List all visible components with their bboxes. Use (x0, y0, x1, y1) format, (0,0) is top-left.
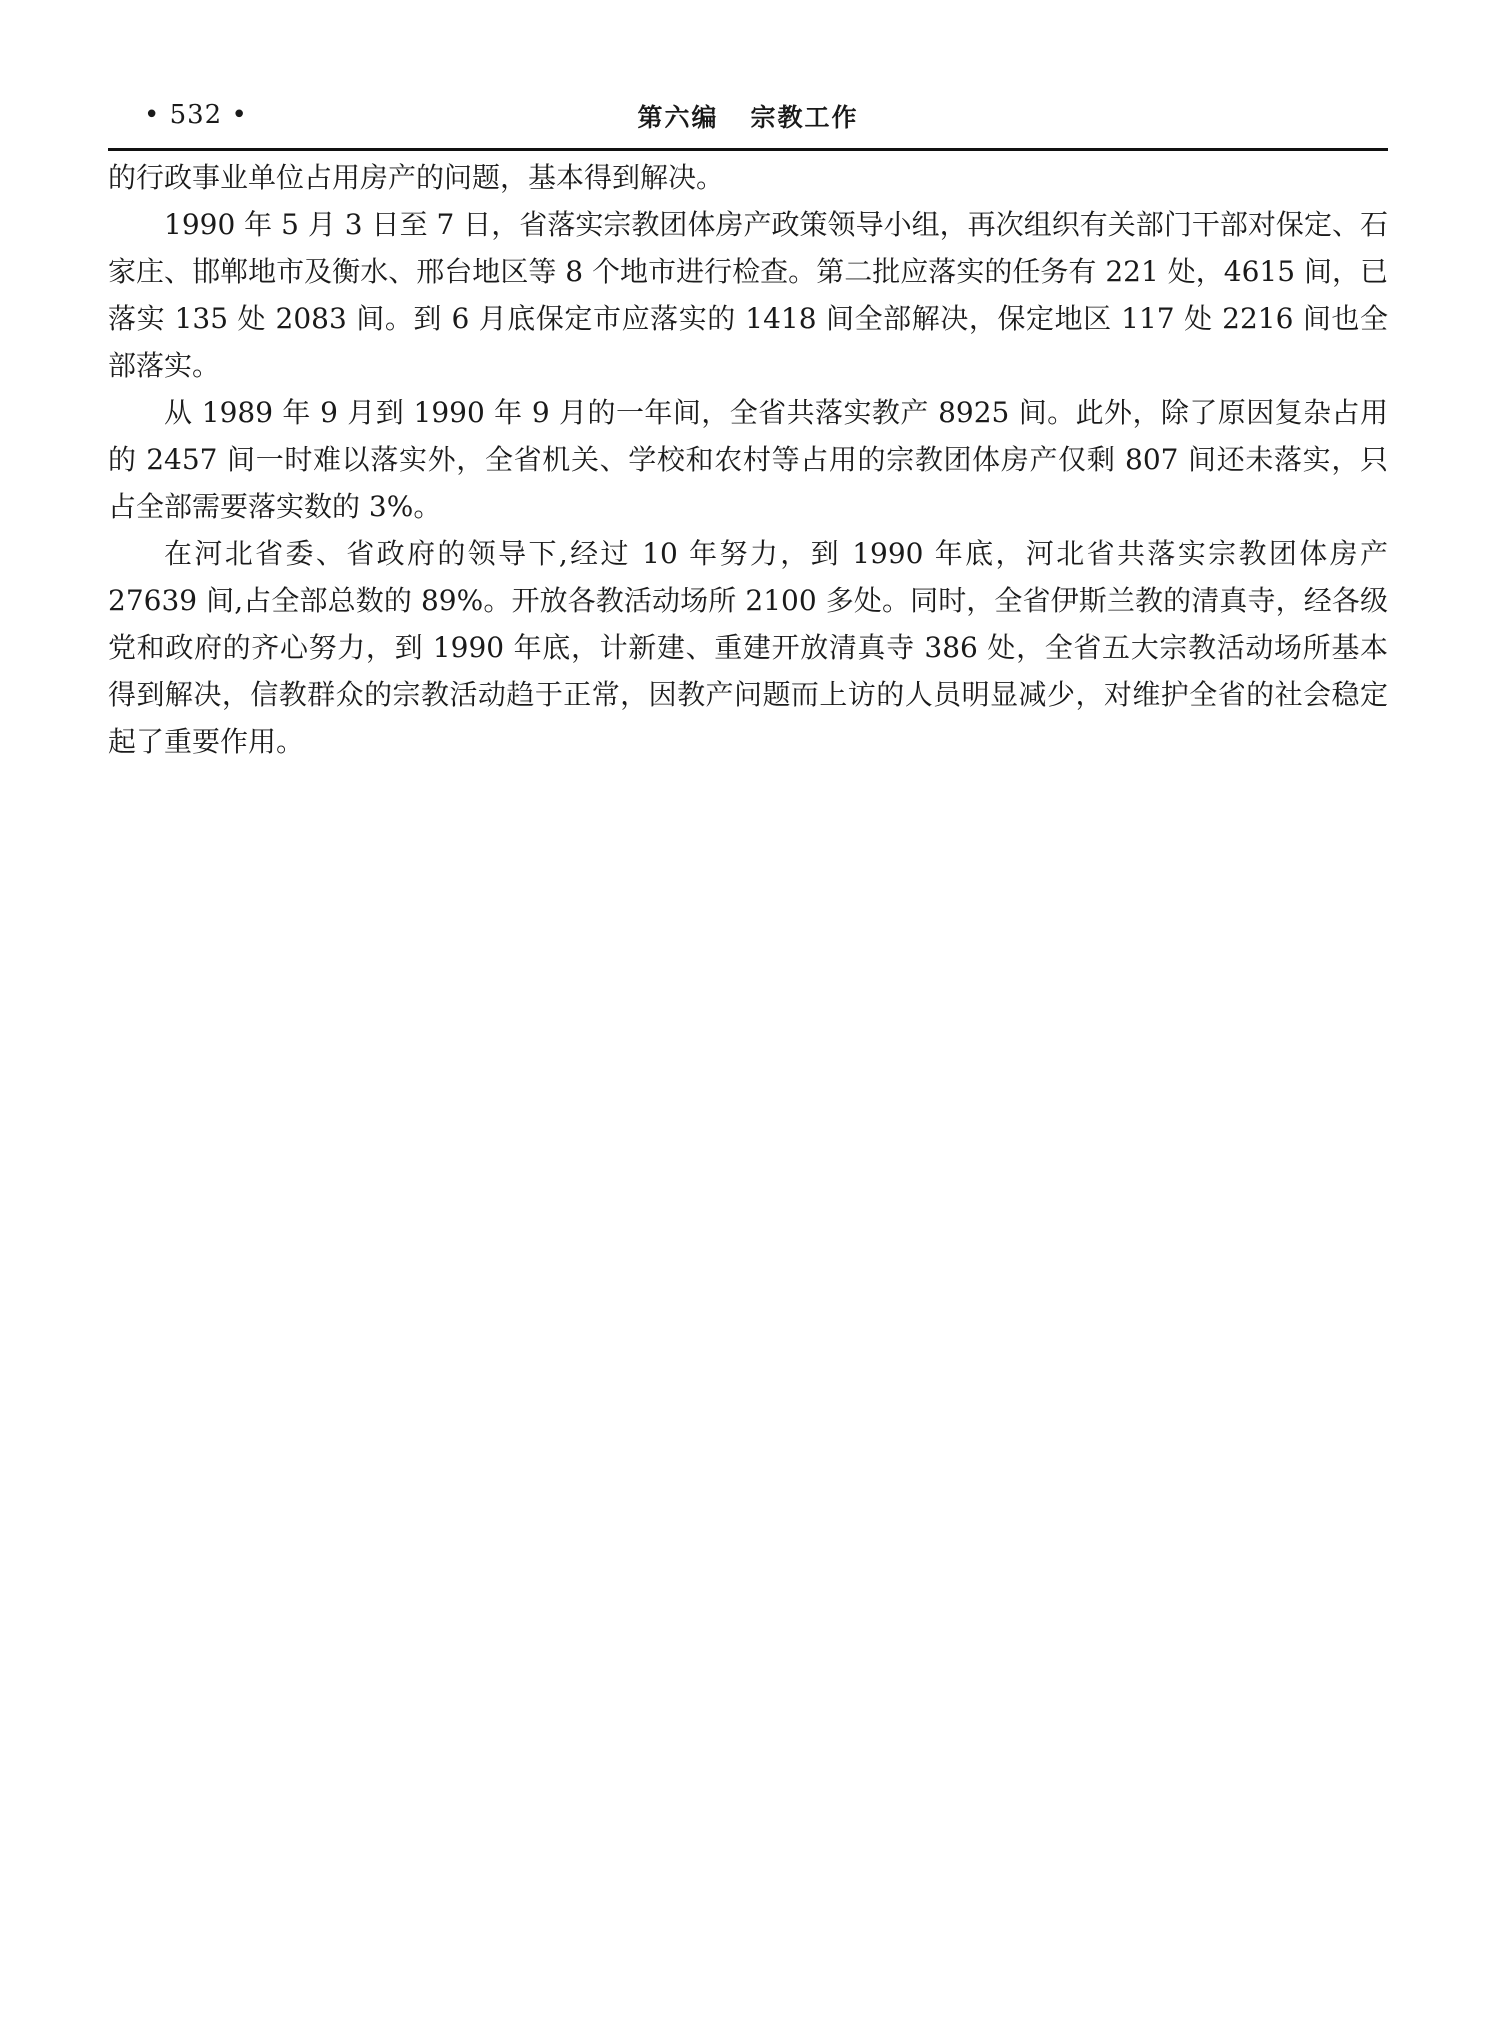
page-number: • 532 • (144, 100, 248, 130)
running-head: 第六编 宗教工作 (637, 103, 859, 132)
body-text (108, 154, 1388, 765)
paragraph: 1990 年 5 月 3 日至 7 日，省落实宗教团体房产政策领导小组，再次组织有关部门干部对保定、石家庄、邯郸地市及衡水、邢台地区等 8 个地市进行检查。第二批应落实的任务有 221 处，4615 间，已落实 135 处 2083 间。到 6 月底保定市应落实的 1418 间全部解决，保定地区 117 处 2216 间也全部落实。 (108, 208, 1388, 382)
paragraph-continuation: 的行政事业单位占用房产的问题，基本得到解决。 (108, 161, 725, 194)
page-header (108, 96, 1388, 140)
paragraph: 从 1989 年 9 月到 1990 年 9 月的一年间，全省共落实教产 8925 间。此外，除了原因复杂占用的 2457 间一时难以落实外，全省机关、学校和农村等占用的宗教团体房产仅剩 807 间还未落实，只占全部需要落实数的 3%。 (108, 396, 1388, 523)
paragraph: 在河北省委、省政府的领导下,经过 10 年努力，到 1990 年底，河北省共落实宗教团体房产 27639 间,占全部总数的 89%。开放各教活动场所 2100 多处。同时，全省伊斯兰教的清真寺，经各级党和政府的齐心努力，到 1990 年底，计新建、重建开放清真寺 386 处，全省五大宗教活动场所基本得到解决，信教群众的宗教活动趋于正常，因教产问题而上访的人员明显减少，对维护全省的社会稳定起了重要作用。 (108, 537, 1388, 758)
header-rule (108, 148, 1388, 151)
